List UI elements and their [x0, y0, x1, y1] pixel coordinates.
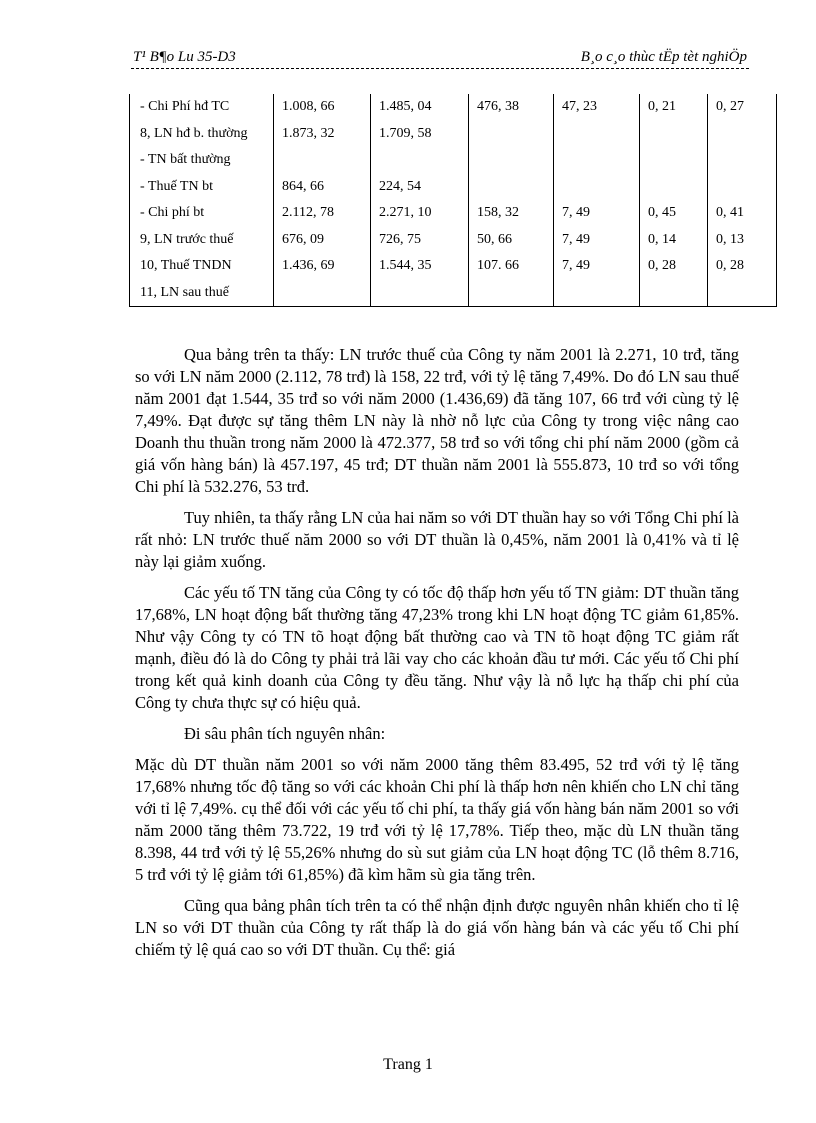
table-cell	[554, 280, 640, 307]
table-cell	[640, 280, 708, 307]
table-cell	[708, 121, 777, 148]
paragraph: Qua bảng trên ta thấy: LN trước thuế của Công ty năm 2001 là 2.271, 10 trđ, tăng so với LN năm 2000 (2.112, 78 trđ) là 158, 22 trđ, với tỷ lệ tăng 7,49%. Do đó LN sau thuế năm 2001 đạt 1.544, 35 trđ so với năm 2000 (1.436,69) đã tăng 107, 66 trđ với cùng tỷ lệ 7,49%. Đạt được sự tăng thêm LN này là nhờ nỗ lực của Công ty trong việc nâng cao Doanh thu thuần trong năm 2000 là 472.377, 58 trđ so với tổng chi phí năm 2000 (gồm cả giá vốn hàng bán) là 457.197, 45 trđ; DT thuần năm 2001 là 555.873, 10 trđ so với tổng Chi phí là 532.276, 53 trđ.	[135, 345, 739, 496]
table-cell: 11, LN sau thuế	[130, 280, 274, 307]
table-cell: - TN bất thường	[130, 147, 274, 174]
table-cell: 7, 49	[554, 253, 640, 280]
header-author: T¹ B¶o Lu 35-D3	[133, 49, 236, 65]
table-cell: 1.436, 69	[274, 253, 371, 280]
table-cell: 0, 27	[708, 94, 777, 121]
table-cell: 158, 32	[469, 200, 554, 227]
paragraph: Cũng qua bảng phân tích trên ta có thể nhận định được nguyên nhân khiến cho tỉ lệ LN so với DT thuần của Công ty rất thấp là do giá vốn hàng bán và các yếu tố Chi phí chiếm tỷ lệ quá cao so với DT thuần. Cụ thể: giá	[135, 896, 739, 959]
table-row	[130, 227, 777, 254]
header-report-title: B¸o c¸o thùc tËp tèt nghiÖp	[580, 49, 747, 65]
table-cell: - Chi phí bt	[130, 200, 274, 227]
paragraph: Mặc dù DT thuần năm 2001 so với năm 2000 tăng thêm 83.495, 52 trđ với tỷ lệ tăng 17,68% nhưng tốc độ tăng so với các khoản Chi phí là thấp hơn nên khiến cho LN chỉ tăng với tỉ lệ 7,49%. cụ thể đối với các yếu tố chi phí, ta thấy giá vốn hàng bán năm 2001 so với năm 2000 tăng thêm 73.722, 19 trđ với tỷ lệ 17,78%. Tiếp theo, mặc dù LN thuần tăng 8.398, 44 trđ với tỷ lệ 55,26% nhưng do sù sut giảm của LN hoạt động TC (lỗ thêm 8.716, 5 trđ với tỷ lệ giảm tới 61,85%) đã kìm hãm sù gia tăng trên.	[135, 755, 739, 884]
table-row	[130, 200, 777, 227]
table-cell: - Thuế TN bt	[130, 174, 274, 201]
table-cell: 0, 41	[708, 200, 777, 227]
table-cell	[274, 147, 371, 174]
table-cell: 224, 54	[371, 174, 469, 201]
table-cell: 9, LN trước thuế	[130, 227, 274, 254]
table-cell	[554, 147, 640, 174]
body-text	[135, 344, 739, 970]
table-cell	[371, 280, 469, 307]
table-cell: 107. 66	[469, 253, 554, 280]
table-cell: 1.709, 58	[371, 121, 469, 148]
table-cell: 0, 28	[708, 253, 777, 280]
table-cell	[469, 121, 554, 148]
table-cell: 726, 75	[371, 227, 469, 254]
table-cell: 0, 21	[640, 94, 708, 121]
table-cell: 0, 13	[708, 227, 777, 254]
table-cell: 2.271, 10	[371, 200, 469, 227]
table-cell: 476, 38	[469, 94, 554, 121]
paragraph: Tuy nhiên, ta thấy rằng LN của hai năm so với DT thuần hay so với Tổng Chi phí là rất nhỏ: LN trước thuế năm 2000 so với DT thuần là 0,45%, năm 2001 là 0,41% và tỉ lệ này lại giảm xuống.	[135, 508, 739, 571]
table-row	[130, 121, 777, 148]
page-number: Trang 1	[383, 1056, 433, 1073]
table-cell: 1.873, 32	[274, 121, 371, 148]
table-cell	[554, 121, 640, 148]
table-cell	[708, 280, 777, 307]
paragraph: Các yếu tố TN tăng của Công ty có tốc độ thấp hơn yếu tố TN giảm: DT thuần tăng 17,68%, LN hoạt động bất thường tăng 47,23% trong khi LN hoạt động TC giảm 61,85%. Như vậy Công ty có TN tõ hoạt động bất thường cao và TN tõ hoạt động TC giảm rất mạnh, điều đó là do Công ty phải trả lãi vay cho các khoản đầu tư mới. Các yếu tố Chi phí trong kết quả kinh doanh của Công ty đều tăng. Như vậy là nỗ lực hạ thấp chi phí của Công ty chưa thực sự có hiệu quả.	[135, 583, 739, 712]
page-header	[131, 48, 749, 69]
table-cell	[708, 174, 777, 201]
profit-table	[129, 94, 777, 307]
table-cell	[274, 280, 371, 307]
table-cell	[554, 174, 640, 201]
table-cell: 1.485, 04	[371, 94, 469, 121]
table-cell: - Chi Phí hđ TC	[130, 94, 274, 121]
table-cell	[708, 147, 777, 174]
table-cell: 0, 45	[640, 200, 708, 227]
table-cell	[469, 147, 554, 174]
table-cell: 7, 49	[554, 200, 640, 227]
table-row	[130, 253, 777, 280]
paragraph: Đi sâu phân tích nguyên nhân:	[184, 724, 386, 743]
table-row	[130, 174, 777, 201]
table-cell	[469, 280, 554, 307]
table-cell	[640, 147, 708, 174]
table-cell: 0, 14	[640, 227, 708, 254]
table-cell: 1.008, 66	[274, 94, 371, 121]
table-cell	[371, 147, 469, 174]
table-cell: 864, 66	[274, 174, 371, 201]
table-row	[130, 94, 777, 121]
table-cell	[640, 121, 708, 148]
table-cell: 676, 09	[274, 227, 371, 254]
table-cell: 47, 23	[554, 94, 640, 121]
table-row	[130, 147, 777, 174]
table-cell: 7, 49	[554, 227, 640, 254]
table-cell: 50, 66	[469, 227, 554, 254]
table-cell: 0, 28	[640, 253, 708, 280]
table-cell: 10, Thuế TNDN	[130, 253, 274, 280]
table-row	[130, 280, 777, 307]
table-cell	[469, 174, 554, 201]
table-cell: 1.544, 35	[371, 253, 469, 280]
table-cell: 2.112, 78	[274, 200, 371, 227]
table-cell: 8, LN hđ b. thường	[130, 121, 274, 148]
table-cell	[640, 174, 708, 201]
